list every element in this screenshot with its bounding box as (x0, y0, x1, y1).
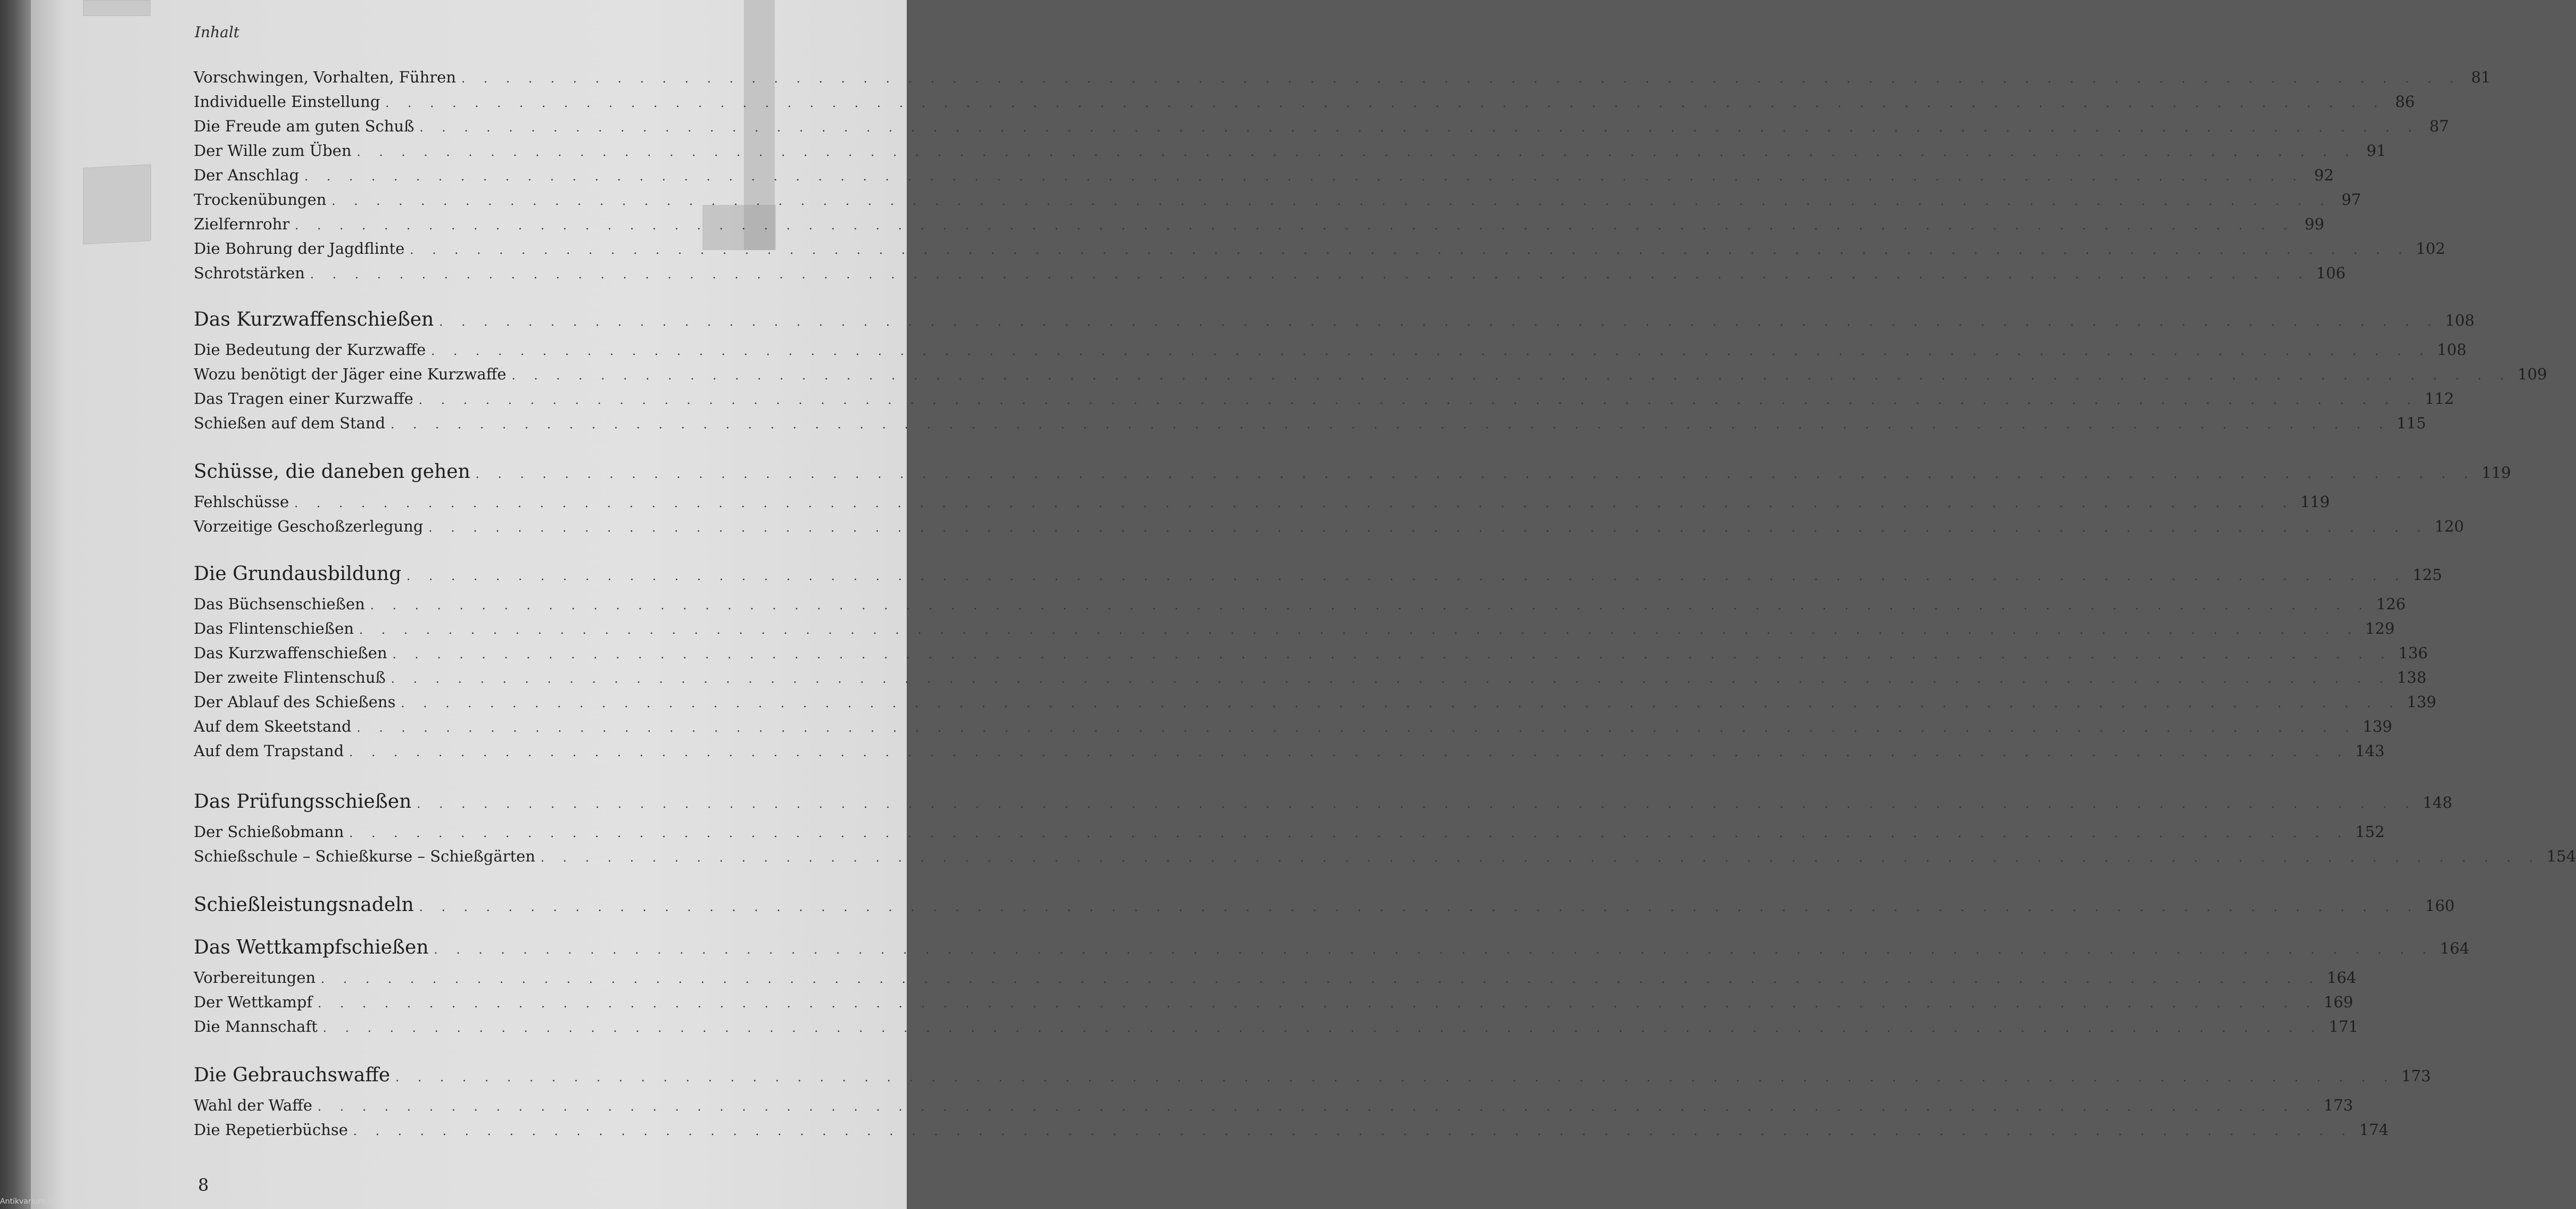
page-number: 8 (198, 1175, 209, 1195)
toc-entry-title: Die Bohrung der Jagdflinte (194, 239, 405, 258)
leader-dots: . . . . . . . . . . . . . . . . . . . . . . . . . . . . . . . . . . . . . . . . . . . . . . . . . . . . . . . . . . . . . . . . . . . . . . . . . . . . . . . . . . . . . . . . . . (353, 1125, 2353, 1138)
toc-entry-page: 102 (2416, 239, 2446, 258)
toc-entry (194, 1017, 2358, 1036)
toc-entry-title: Trockenübungen (194, 191, 327, 209)
toc-entry (194, 264, 2346, 282)
toc-entry-page: 106 (2316, 264, 2346, 282)
toc-entry-title: Vorschwingen, Vorhalten, Führen (194, 68, 456, 86)
leader-dots: . . . . . . . . . . . . . . . . . . . . . . . . . . . . . . . . . . . . . . . . . . . . . . . . . . . . . . . . . . . . . . . . . . . . . . . . . . . . . . . . . . . . . . . . . . (295, 219, 2295, 233)
toc-entry-title: Der Schießobmann (194, 823, 344, 841)
toc-chapter (194, 1064, 2431, 1086)
leader-dots: . . . . . . . . . . . . . . . . . . . . . . . . . . . . . . . . . . . . . . . . . . . . . . . . . . . . . . . . . . . . . . . . . . . . . . . . . . . . . . . . . . . . . . . . . . (428, 521, 2429, 535)
toc-entry-title: Vorzeitige Geschoßzerlegung (194, 517, 424, 535)
toc-chapter (194, 937, 2470, 958)
toc-chapter-title: Die Gebrauchswaffe (194, 1064, 391, 1086)
leader-dots: . . . . . . . . . . . . . . . . . . . . . . . . . . . . . . . . . . . . . . . . . . . . . . . . . . . . . . . . . . . . . . . . . . . . . . . . . . . . . . . . . . . . . . . . . . (395, 1071, 2395, 1084)
toc-entry-page: 173 (2323, 1096, 2354, 1114)
toc-entry-title: Vorbereitungen (194, 968, 316, 987)
toc-entry-page: 169 (2323, 993, 2354, 1011)
watermark: Antikvarium.hu (0, 1197, 57, 1206)
toc-chapter-title: Das Prüfungsschießen (194, 791, 412, 813)
toc-chapter (194, 563, 2442, 585)
toc-chapter (194, 894, 2455, 916)
toc-entry-title: Der Wettkampf (194, 993, 313, 1011)
leader-dots: . . . . . . . . . . . . . . . . . . . . . . . . . . . . . . . . . . . . . . . . . . . . . . . . . . . . . . . . . . . . . . . . . . . . . . . . . . . . . . . . . . . . . . . . . . (461, 72, 2461, 86)
leader-dots: . . . . . . . . . . . . . . . . . . . . . . . . . . . . . . . . . . . . . . . . . . . . . . . . . . . . . . . . . . . . . . . . . . . . . . . . . . . . . . . . . . . . . . . . . . (540, 851, 2540, 865)
leader-dots: . . . . . . . . . . . . . . . . . . . . . . . . . . . . . . . . . . . . . . . . . . . . . . . . . . . . . . . . . . . . . . . . . . . . . . . . . . . . . . . . . . . . . . . . . . (410, 244, 2410, 257)
toc-entry-title: Schießschule – Schießkurse – Schießgärten (194, 847, 535, 865)
leader-dots: . . . . . . . . . . . . . . . . . . . . . . . . . . . . . . . . . . . . . . . . . . . . . . . . . . . . . . . . . . . . . . . . . . . . . . . . . . . . . . . . . . . . . . . . . . (357, 146, 2357, 159)
toc-chapter-title: Schießleistungsnadeln (194, 894, 414, 916)
toc-entry-page: 108 (2437, 341, 2467, 359)
leader-dots: . . . . . . . . . . . . . . . . . . . . . . . . . . . . . . . . . . . . . . . . . . . . . . . . . . . . . . . . . . . . . . . . . . . . . . . . . . . . . . . . . . . . . . . . . . (419, 901, 2419, 914)
toc-entry (194, 191, 2362, 209)
toc-entry-title: Das Tragen einer Kurzwaffe (194, 390, 413, 408)
toc-entry-page: 92 (2314, 166, 2334, 184)
toc-chapter (194, 461, 2511, 483)
toc-entry-title: Das Büchsenschießen (194, 595, 365, 613)
toc-entry (194, 595, 2406, 613)
leader-dots: . . . . . . . . . . . . . . . . . . . . . . . . . . . . . . . . . . . . . . . . . . . . . . . . . . . . . . . . . . . . . . . . . . . . . . . . . . . . . . . . . . . . . . . . . . (401, 697, 2401, 710)
leader-dots: . . . . . . . . . . . . . . . . . . . . . . . . . . . . . . . . . . . . . . . . . . . . . . . . . . . . . . . . . . . . . . . . . . . . . . . . . . . . . . . . . . . . . . . . . . (317, 1100, 2317, 1114)
leader-dots: . . . . . . . . . . . . . . . . . . . . . . . . . . . . . . . . . . . . . . . . . . . . . . . . . . . . . . . . . . . . . . . . . . . . . . . . . . . . . . . . . . . . . . . . . . (392, 648, 2392, 661)
leader-dots: . . . . . . . . . . . . . . . . . . . . . . . . . . . . . . . . . . . . . . . . . . . . . . . . . . . . . . . . . . . . . . . . . . . . . . . . . . . . . . . . . . . . . . . . . . (304, 170, 2304, 184)
book-page (31, 0, 2576, 1209)
toc-entry (194, 993, 2354, 1011)
toc-entry (194, 717, 2392, 735)
toc-chapter-title: Die Grundausbildung (194, 563, 402, 585)
toc-entry-page: 164 (2326, 968, 2357, 987)
toc-entry (194, 693, 2437, 711)
toc-entry (194, 847, 2576, 865)
leader-dots: . . . . . . . . . . . . . . . . . . . . . . . . . . . . . . . . . . . . . . . . . . . . . . . . . . . . . . . . . . . . . . . . . . . . . . . . . . . . . . . . . . . . . . . . . . (322, 1022, 2323, 1035)
toc-entry-title: Fehlschüsse (194, 493, 289, 511)
leader-dots: . . . . . . . . . . . . . . . . . . . . . . . . . . . . . . . . . . . . . . . . . . . . . . . . . . . . . . . . . . . . . . . . . . . . . . . . . . . . . . . . . . . . . . . . . . (475, 468, 2475, 481)
toc-entry-page: 115 (2396, 414, 2426, 432)
toc-entry-title: Das Flintenschießen (194, 619, 354, 637)
toc-entry (194, 619, 2395, 637)
toc-entry-title: Die Bedeutung der Kurzwaffe (194, 341, 426, 359)
toc-entry-title: Wozu benötigt der Jäger eine Kurzwaffe (194, 365, 507, 383)
toc-entry-page: 81 (2471, 68, 2491, 86)
leader-dots: . . . . . . . . . . . . . . . . . . . . . . . . . . . . . . . . . . . . . . . . . . . . . . . . . . . . . . . . . . . . . . . . . . . . . . . . . . . . . . . . . . . . . . . . . . (370, 599, 2370, 612)
toc-entry-page: 171 (2329, 1017, 2358, 1036)
toc-entry-page: 119 (2300, 493, 2330, 511)
toc-entry-title: Die Repetierbüchse (194, 1121, 348, 1139)
leader-dots: . . . . . . . . . . . . . . . . . . . . . . . . . . . . . . . . . . . . . . . . . . . . . . . . . . . . . . . . . . . . . . . . . . . . . . . . . . . . . . . . . . . . . . . . . . (391, 673, 2391, 686)
leader-dots: . . . . . . . . . . . . . . . . . . . . . . . . . . . . . . . . . . . . . . . . . . . . . . . . . . . . . . . . . . . . . . . . . . . . . . . . . . . . . . . . . . . . . . . . . . (318, 997, 2317, 1011)
toc-entry-title: Schrotstärken (194, 264, 305, 282)
toc-chapter (194, 309, 2475, 330)
toc-entry-title: Die Mannschaft (194, 1017, 318, 1036)
toc-entry-page: 139 (2363, 717, 2392, 735)
toc-entry-title: Der Ablauf des Schießens (194, 693, 396, 711)
toc-entry-title: Schießen auf dem Stand (194, 414, 386, 432)
toc-entry (194, 644, 2428, 662)
toc-entry-page: 86 (2395, 93, 2415, 111)
toc-entry-page: 152 (2355, 823, 2385, 841)
toc-entry-page: 126 (2376, 595, 2406, 613)
toc-entry (194, 341, 2467, 359)
toc-entry-title: Der Wille zum Üben (194, 142, 352, 160)
table-of-contents (31, 0, 2576, 1209)
leader-dots: . . . . . . . . . . . . . . . . . . . . . . . . . . . . . . . . . . . . . . . . . . . . . . . . . . . . . . . . . . . . . . . . . . . . . . . . . . . . . . . . . . . . . . . . . . (431, 345, 2431, 358)
toc-entry-page: 136 (2398, 644, 2428, 662)
toc-chapter-page: 160 (2425, 897, 2455, 915)
toc-entry (194, 742, 2385, 760)
toc-entry-title: Auf dem Trapstand (194, 742, 344, 760)
toc-entry (194, 414, 2426, 432)
toc-entry (194, 493, 2330, 511)
toc-entry-page: 109 (2517, 365, 2547, 383)
leader-dots: . . . . . . . . . . . . . . . . . . . . . . . . . . . . . . . . . . . . . . . . . . . . . . . . . . . . . . . . . . . . . . . . . . . . . . . . . . . . . . . . . . . . . . . . . . (439, 316, 2439, 329)
leader-dots: . . . . . . . . . . . . . . . . . . . . . . . . . . . . . . . . . . . . . . . . . . . . . . . . . . . . . . . . . . . . . . . . . . . . . . . . . . . . . . . . . . . . . . . . . . (417, 798, 2417, 811)
running-header: Inhalt (195, 23, 240, 41)
leader-dots: . . . . . . . . . . . . . . . . . . . . . . . . . . . . . . . . . . . . . . . . . . . . . . . . . . . . . . . . . . . . . . . . . . . . . . . . . . . . . . . . . . . . . . . . . . (349, 827, 2349, 840)
toc-entry (194, 968, 2357, 987)
toc-chapter-title: Das Wettkampfschießen (194, 937, 429, 958)
toc-entry (194, 166, 2334, 184)
toc-entry (194, 239, 2446, 258)
leader-dots: . . . . . . . . . . . . . . . . . . . . . . . . . . . . . . . . . . . . . . . . . . . . . . . . . . . . . . . . . . . . . . . . . . . . . . . . . . . . . . . . . . . . . . . . . . (359, 624, 2359, 637)
leader-dots: . . . . . . . . . . . . . . . . . . . . . . . . . . . . . . . . . . . . . . . . . . . . . . . . . . . . . . . . . . . . . . . . . . . . . . . . . . . . . . . . . . . . . . . . . . (332, 195, 2332, 208)
toc-chapter-page: 125 (2412, 566, 2442, 584)
toc-entry (194, 517, 2464, 535)
toc-chapter-title: Schüsse, die daneben gehen (194, 461, 470, 483)
toc-entry-page: 139 (2407, 693, 2437, 711)
toc-entry-page: 97 (2341, 191, 2362, 209)
leader-dots: . . . . . . . . . . . . . . . . . . . . . . . . . . . . . . . . . . . . . . . . . . . . . . . . . . . . . . . . . . . . . . . . . . . . . . . . . . . . . . . . . . . . . . . . . . (407, 570, 2406, 583)
toc-entry-title: Wahl der Waffe (194, 1096, 312, 1114)
toc-chapter-page: 108 (2445, 311, 2475, 329)
toc-entry-title: Das Kurzwaffenschießen (194, 644, 387, 662)
leader-dots: . . . . . . . . . . . . . . . . . . . . . . . . . . . . . . . . . . . . . . . . . . . . . . . . . . . . . . . . . . . . . . . . . . . . . . . . . . . . . . . . . . . . . . . . . . (349, 746, 2349, 759)
toc-entry (194, 390, 2454, 408)
toc-entry-page: 112 (2424, 390, 2454, 408)
toc-entry (194, 68, 2491, 86)
toc-entry-title: Auf dem Skeetstand (194, 717, 352, 735)
leader-dots: . . . . . . . . . . . . . . . . . . . . . . . . . . . . . . . . . . . . . . . . . . . . . . . . . . . . . . . . . . . . . . . . . . . . . . . . . . . . . . . . . . . . . . . . . . (310, 268, 2310, 281)
toc-entry-title: Der zweite Flintenschuß (194, 668, 386, 686)
toc-entry-title: Die Freude am guten Schuß (194, 117, 415, 135)
toc-chapter-page: 148 (2423, 793, 2453, 811)
toc-entry (194, 142, 2387, 160)
toc-entry (194, 215, 2324, 233)
toc-entry-page: 87 (2429, 117, 2449, 135)
toc-entry-page: 120 (2434, 517, 2464, 535)
toc-entry (194, 93, 2415, 111)
toc-entry (194, 117, 2449, 135)
leader-dots: . . . . . . . . . . . . . . . . . . . . . . . . . . . . . . . . . . . . . . . . . . . . . . . . . . . . . . . . . . . . . . . . . . . . . . . . . . . . . . . . . . . . . . . . . . (357, 722, 2357, 735)
leader-dots: . . . . . . . . . . . . . . . . . . . . . . . . . . . . . . . . . . . . . . . . . . . . . . . . . . . . . . . . . . . . . . . . . . . . . . . . . . . . . . . . . . . . . . . . . . (321, 973, 2321, 986)
toc-entry (194, 668, 2426, 686)
toc-entry-page: 174 (2359, 1121, 2389, 1139)
toc-entry (194, 1096, 2354, 1114)
toc-chapter-page: 164 (2440, 939, 2470, 957)
leader-dots: . . . . . . . . . . . . . . . . . . . . . . . . . . . . . . . . . . . . . . . . . . . . . . . . . . . . . . . . . . . . . . . . . . . . . . . . . . . . . . . . . . . . . . . . . . (385, 97, 2386, 110)
toc-chapter-page: 173 (2401, 1067, 2431, 1085)
toc-entry-page: 129 (2365, 619, 2395, 637)
leader-dots: . . . . . . . . . . . . . . . . . . . . . . . . . . . . . . . . . . . . . . . . . . . . . . . . . . . . . . . . . . . . . . . . . . . . . . . . . . . . . . . . . . . . . . . . . . (511, 369, 2512, 383)
toc-entry-page: 154 (2546, 847, 2576, 865)
toc-entry-title: Individuelle Einstellung (194, 93, 380, 111)
toc-entry-page: 99 (2305, 215, 2324, 233)
toc-entry-page: 91 (2366, 142, 2387, 160)
leader-dots: . . . . . . . . . . . . . . . . . . . . . . . . . . . . . . . . . . . . . . . . . . . . . . . . . . . . . . . . . . . . . . . . . . . . . . . . . . . . . . . . . . . . . . . . . . (391, 418, 2390, 432)
toc-entry-page: 143 (2355, 742, 2385, 760)
toc-entry-title: Der Anschlag (194, 166, 300, 184)
leader-dots: . . . . . . . . . . . . . . . . . . . . . . . . . . . . . . . . . . . . . . . . . . . . . . . . . . . . . . . . . . . . . . . . . . . . . . . . . . . . . . . . . . . . . . . . . . (418, 394, 2418, 407)
leader-dots: . . . . . . . . . . . . . . . . . . . . . . . . . . . . . . . . . . . . . . . . . . . . . . . . . . . . . . . . . . . . . . . . . . . . . . . . . . . . . . . . . . . . . . . . . . (419, 121, 2420, 135)
book-spine (0, 0, 31, 1209)
toc-chapter-title: Das Kurzwaffenschießen (194, 309, 434, 330)
toc-entry (194, 1121, 2389, 1139)
toc-entry-page: 138 (2397, 668, 2426, 686)
toc-entry (194, 823, 2385, 841)
leader-dots: . . . . . . . . . . . . . . . . . . . . . . . . . . . . . . . . . . . . . . . . . . . . . . . . . . . . . . . . . . . . . . . . . . . . . . . . . . . . . . . . . . . . . . . . . . (434, 943, 2434, 957)
toc-entry (194, 365, 2547, 383)
toc-entry-title: Zielfernrohr (194, 215, 290, 233)
toc-chapter-page: 119 (2481, 463, 2511, 482)
toc-chapter (194, 791, 2453, 813)
leader-dots: . . . . . . . . . . . . . . . . . . . . . . . . . . . . . . . . . . . . . . . . . . . . . . . . . . . . . . . . . . . . . . . . . . . . . . . . . . . . . . . . . . . . . . . . . . (294, 497, 2294, 510)
